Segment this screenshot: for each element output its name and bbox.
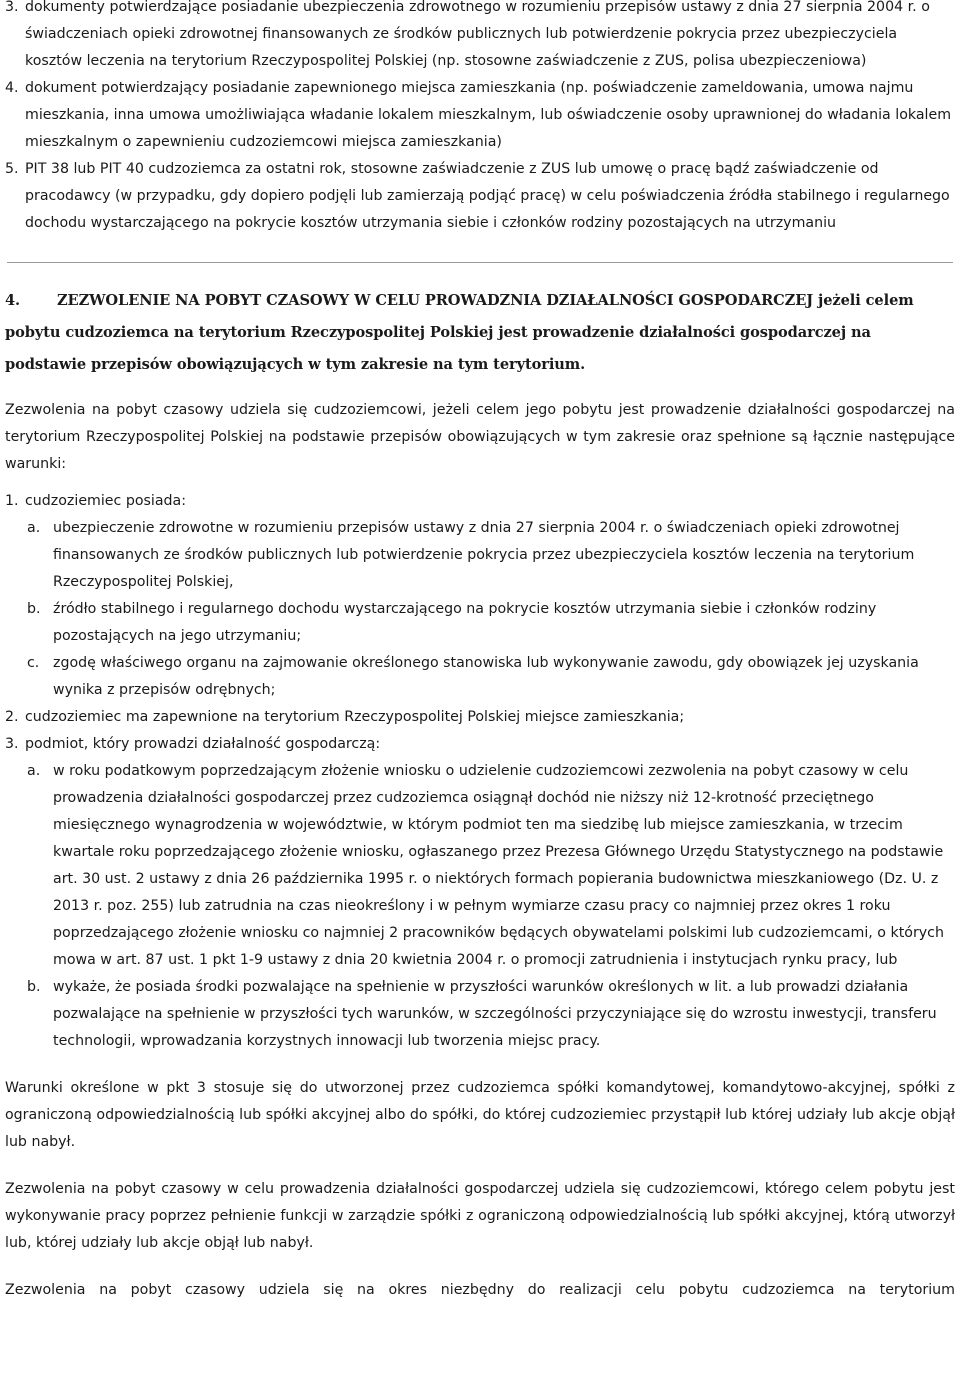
intro-paragraph: Zezwolenia na pobyt czasowy udziela się cudzoziemcowi, jeżeli celem jego pobytu jest prowadzenie działalności gospodarczej na terytorium Rzeczypospolitej Polskiej na podstawie przepisów obowiązujących w tym zakresie oraz spełnione są łącznie następujące warunki: (5, 402, 955, 472)
item-text: podmiot, który prowadzi działalność gospodarczą: (25, 736, 381, 752)
item-text: cudzoziemiec ma zapewnione na terytorium Rzeczypospolitej Polskiej miejsce zamieszkania; (25, 709, 685, 725)
sub-list-item (5, 974, 955, 1055)
item-text: cudzoziemiec posiada: (25, 493, 187, 509)
item-text: zgodę właściwego organu na zajmowanie określonego stanowiska lub wykonywanie zawodu, gdy obowiązek jej uzyskania wynika z przepisów odrębnych; (53, 655, 919, 698)
item-number: 5. (5, 161, 19, 177)
list-item (5, 704, 955, 731)
item-text: ubezpieczenie zdrowotne w rozumieniu przepisów ustawy z dnia 27 sierpnia 2004 r. o świadczeniach opieki zdrowotnej finansowanych ze środków publicznych lub potwierdzenie pokrycia przez ubezpieczyciela kosztów leczenia na terytorium Rzeczypospolitej Polskiej, (53, 520, 915, 590)
list-item (5, 156, 955, 237)
item-number: 4. (5, 80, 19, 96)
sub-list-item (5, 596, 955, 650)
duration-paragraph: Zezwolenia na pobyt czasowy udziela się na okres niezbędny do realizacji celu pobytu cudzoziemca na terytorium (5, 1282, 955, 1298)
item-number: 3. (5, 0, 19, 15)
required-documents-list (5, 0, 955, 237)
item-letter: b. (27, 979, 41, 995)
item-letter: a. (27, 520, 41, 536)
list-item (5, 75, 955, 156)
item-text: dokument potwierdzający posiadanie zapewnionego miejsca zamieszkania (np. poświadczenie zameldowania, umowa najmu mieszkania, inna umowa umożliwiająca władanie lokalem mieszkalnym, lub oświadczenie osoby uprawnionej do władania lokalem mieszkalnym o zapewnieniu cudzoziemcowi miejsca zamieszkania) (25, 80, 952, 150)
sub-list-item (5, 515, 955, 596)
item-number: 2. (5, 709, 19, 725)
section-heading (5, 285, 955, 381)
item-text: PIT 38 lub PIT 40 cudzoziemca za ostatni rok, stosowne zaświadczenie z ZUS lub umowę o pracę bądź zaświadczenie od pracodawcy (w przypadku, gdy dopiero podjęli lub zamierzają podjąć pracę) w celu poświadczenia źródła stabilnego i regularnego dochodu wystarczającego na pokrycie kosztów utrzymania siebie i członków rodziny pozostających na utrzymaniu (25, 161, 950, 231)
list-item (5, 488, 955, 515)
list-item (5, 731, 955, 758)
board-member-paragraph: Zezwolenia na pobyt czasowy w celu prowadzenia działalności gospodarczej udziela się cudzoziemcowi, którego celem pobytu jest wykonywanie pracy poprzez pełnienie funkcji w zarządzie spółki z ograniczoną odpowiedzialnością lub spółki akcyjnej, którą utworzył lub, której udziały lub akcje objął lub nabył. (5, 1181, 955, 1251)
sub-list-item (5, 758, 955, 974)
item-text: wykaże, że posiada środki pozwalające na spełnienie w przyszłości warunków określonych w lit. a lub prowadzi działania pozwalające na spełnienie w przyszłości tych warunków, w szczególności przyczyniające się do wzrostu inwestycji, transferu technologii, wprowadzania korzystnych innowacji lub tworzenia miejsc pracy. (53, 979, 937, 1049)
item-text: źródło stabilnego i regularnego dochodu wystarczającego na pokrycie kosztów utrzymania siebie i członków rodziny pozostających na jego utrzymaniu; (53, 601, 877, 644)
item-letter: b. (27, 601, 41, 617)
item-number: 3. (5, 736, 19, 752)
conditions-scope-paragraph: Warunki określone w pkt 3 stosuje się do utworzonej przez cudzoziemca spółki komandytowej, komandytowo-akcyjnej, spółki z ograniczoną odpowiedzialnością lub spółki akcyjnej albo do spółki, do której cudzoziemiec przystąpił lub której udziały lub akcje objął lub nabył. (5, 1080, 955, 1150)
item-letter: a. (27, 763, 41, 779)
section-title-rest: jeżeli celem pobytu cudzoziemca na terytorium Rzeczypospolitej Polskiej jest prowadzenie działalności gospodarczej na podstawie przepisów obowiązujących w tym zakresie na tym terytorium. (5, 292, 914, 373)
conditions-list (5, 488, 955, 1055)
item-text: dokumenty potwierdzające posiadanie ubezpieczenia zdrowotnego w rozumieniu przepisów ustawy z dnia 27 sierpnia 2004 r. o świadczeniach opieki zdrowotnej finansowanych ze środków publicznych lub potwierdzenie pokrycia przez ubezpieczyciela kosztów leczenia na terytorium Rzeczypospolitej Polskiej (np. stosowne zaświadczenie z ZUS, polisa ubezpieczeniowa) (25, 0, 930, 69)
section-number: 4. (5, 292, 21, 309)
section-divider (7, 262, 953, 263)
item-number: 1. (5, 493, 19, 509)
item-letter: c. (27, 655, 40, 671)
sub-list-item (5, 650, 955, 704)
section-title: ZEZWOLENIE NA POBYT CZASOWY W CELU PROWADZNIA DZIAŁALNOŚCI GOSPODARCZEJ (57, 292, 814, 309)
list-item (5, 0, 955, 75)
item-text: w roku podatkowym poprzedzającym złożenie wniosku o udzielenie cudzoziemcowi zezwolenia na pobyt czasowy w celu prowadzenia działalności gospodarczej przez cudzoziemca osiągnął dochód nie niższy niż 12-krotność przeciętnego miesięcznego wynagrodzenia w województwie, w którym podmiot ten ma siedzibę lub miejsce zamieszkania, w trzecim kwartale roku poprzedzającego złożenie wniosku, ogłaszanego przez Prezesa Głównego Urzędu Statystycznego na podstawie art. 30 ust. 2 ustawy z dnia 26 października 1995 r. o niektórych formach popierania budownictwa mieszkaniowego (Dz. U. z 2013 r. poz. 255) lub zatrudnia na czas nieokreślony i w pełnym wymiarze czasu pracy co najmniej przez okres 1 roku poprzedzającego złożenie wniosku co najmniej 2 pracowników będących obywatelami polskimi lub cudzoziemcami, o których mowa w art. 87 ust. 1 pkt 1-9 ustawy z dnia 20 kwietnia 2004 r. o promocji zatrudnienia i instytucjach rynku pracy, lub (53, 763, 944, 968)
